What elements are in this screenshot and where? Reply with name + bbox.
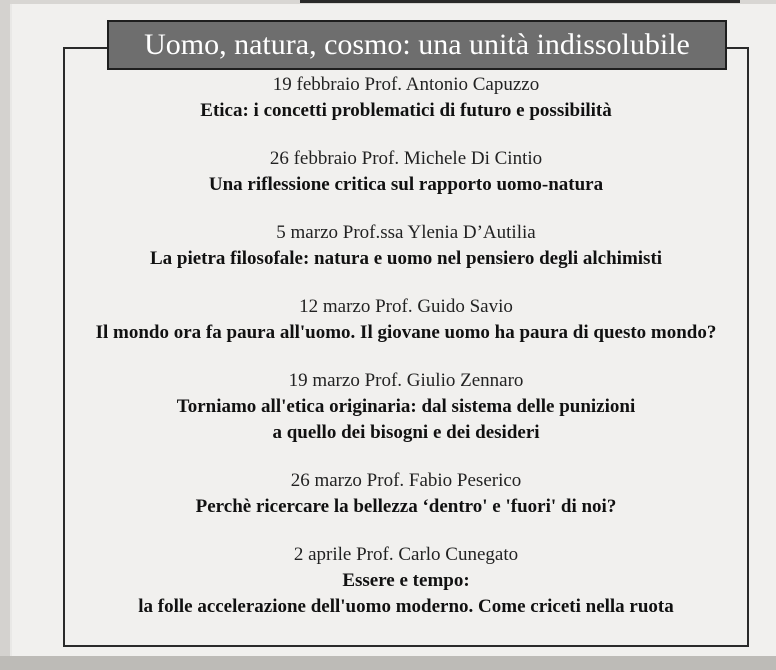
event-topic: a quello dei bisogni e dei desideri: [272, 422, 540, 443]
event-date-speaker: 26 marzo Prof. Fabio Peserico: [290, 470, 522, 491]
event-item: [64, 542, 748, 620]
event-item: [64, 220, 748, 272]
event-item: [64, 368, 748, 446]
event-topic: Torniamo all'etica originaria: dal sistema delle punizioni: [176, 396, 636, 417]
event-topic: La pietra filosofale: natura e uomo nel pensiero degli alchimisti: [149, 248, 663, 269]
event-item: [64, 72, 748, 124]
event-item: [64, 468, 748, 520]
event-item: [64, 146, 748, 198]
event-list: [64, 72, 748, 620]
event-date-speaker: 2 aprile Prof. Carlo Cunegato: [293, 544, 519, 565]
event-topic: Essere e tempo:: [342, 570, 470, 591]
event-date-speaker: 26 febbraio Prof. Michele Di Cintio: [269, 148, 543, 169]
program-title-text: Uomo, natura, cosmo: una unità indissolubile: [144, 28, 690, 61]
left-edge: [0, 0, 10, 670]
program-title: [107, 20, 727, 70]
bottom-band: [0, 656, 776, 670]
event-topic: Il mondo ora fa paura all'uomo. Il giovane uomo ha paura di questo mondo?: [95, 322, 717, 343]
event-date-speaker: 5 marzo Prof.ssa Ylenia D’Autilia: [276, 222, 536, 243]
event-date-speaker: 19 febbraio Prof. Antonio Capuzzo: [272, 74, 540, 95]
top-decoration: [300, 0, 740, 3]
event-topic: Perchè ricercare la bellezza ‘dentro' e 'fuori' di noi?: [195, 496, 617, 517]
event-item: [64, 294, 748, 346]
event-topic: Etica: i concetti problematici di futuro e possibilità: [200, 100, 612, 121]
event-date-speaker: 19 marzo Prof. Giulio Zennaro: [288, 370, 524, 391]
event-date-speaker: 12 marzo Prof. Guido Savio: [299, 296, 513, 317]
event-topic: la folle accelerazione dell'uomo moderno. Come criceti nella ruota: [138, 596, 674, 617]
poster: [12, 4, 776, 656]
event-topic: Una riflessione critica sul rapporto uomo-natura: [208, 174, 604, 195]
